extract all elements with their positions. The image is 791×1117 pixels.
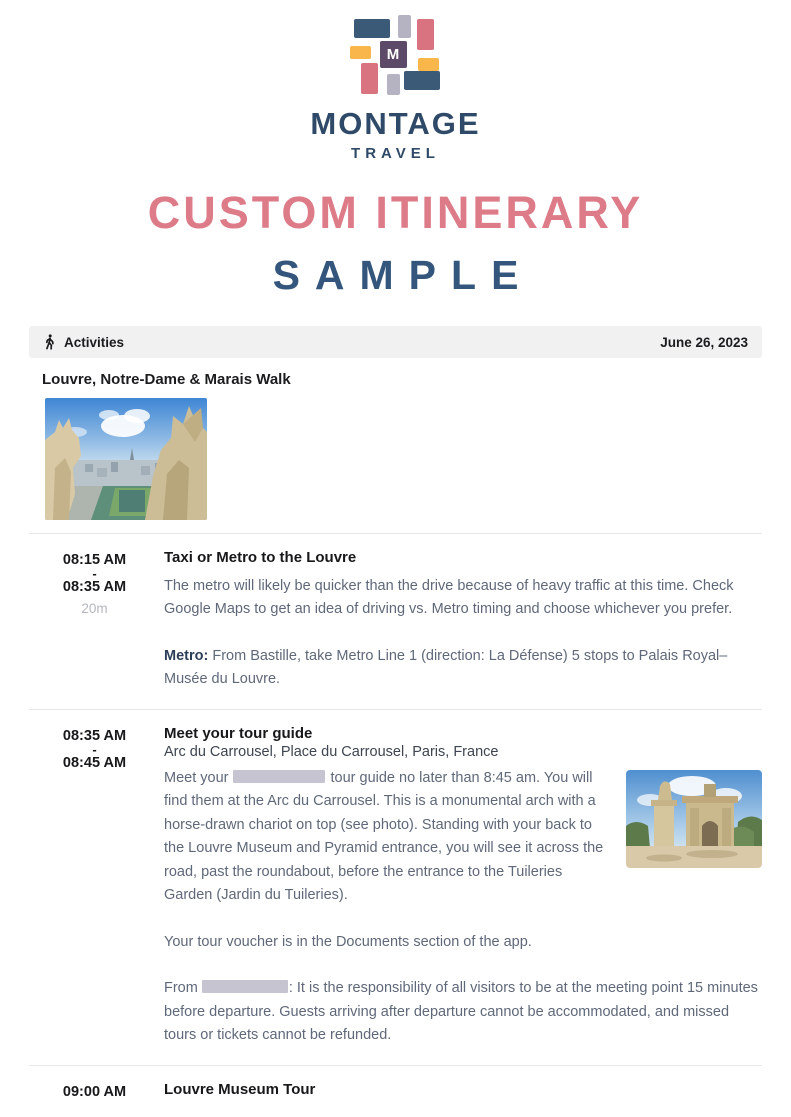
metro-label: Metro: [164, 647, 209, 664]
time-range-dash: - [92, 742, 97, 758]
notre-dame-gargoyles-photo [45, 398, 207, 520]
page-subtitle: SAMPLE [272, 252, 534, 298]
entry-location: Arc du Carrousel, Place du Carrousel, Paris, France [164, 743, 499, 760]
entry-paragraph: Your tour voucher is in the Documents section of the app. [164, 933, 532, 950]
day-title: Louvre, Notre-Dame & Marais Walk [42, 371, 291, 388]
logo-tile-pink [361, 63, 378, 94]
entry-paragraph: Meet your tour guide no later than 8:45 am. You will find them at the Arc du Carrousel. This is a monumental arch with a horse-drawn chariot on top (see photo). Standing with your back to the Louvre Museum and Pyramid entrance, you will see it across the road, past the roundabout, before the entrance to the Tuileries Garden (Jardin du Tuileries). [164, 769, 604, 904]
entry-paragraph: From : It is the responsibility of all visitors to be at the meeting point 15 minutes before departure. Guests arriving after departure cannot be accommodated, and missed tours or tickets cannot be refunded. [164, 980, 758, 1044]
montage-logo [348, 13, 444, 97]
entry-paragraph: Metro: From Bastille, take Metro Line 1 (direction: La Défense) 5 stops to Palais Royal–Musée du Louvre. [164, 647, 728, 688]
brand-header [0, 0, 791, 162]
redacted-text [202, 980, 288, 993]
start-time: 08:35 AM [62, 727, 127, 744]
brand-name: MONTAGE [310, 106, 481, 141]
entry-time-block [29, 1081, 160, 1107]
entry-time-block [29, 725, 160, 1048]
activities-label: Activities [64, 334, 125, 350]
logo-tile-pink [417, 19, 434, 50]
entry-title: Meet your tour guide [164, 724, 313, 742]
end-time: 08:45 AM [62, 755, 127, 772]
entry-paragraph: The metro will likely be quicker than the drive because of heavy traffic at this time. Check Google Maps to get an idea of driving vs. Metro timing and choose whichever you prefer. [164, 578, 734, 618]
logo-tile-lavender [398, 15, 411, 38]
logo-tile-yellow [350, 46, 371, 59]
logo-tile-lavender [387, 74, 400, 95]
activities-section-header [29, 326, 762, 358]
end-time: 08:35 AM [62, 579, 127, 596]
timeline-entry-meet-tour-guide [29, 709, 762, 1065]
logo-monogram: M [380, 41, 407, 68]
entry-time-block [29, 549, 160, 692]
walking-person-icon [43, 334, 56, 350]
activities-date: June 26, 2023 [660, 334, 748, 350]
entry-title: Louvre Museum Tour [164, 1080, 316, 1098]
entry-title: Taxi or Metro to the Louvre [164, 549, 357, 566]
brand-tagline: TRAVEL [351, 145, 440, 162]
time-range-dash: - [92, 566, 97, 582]
arc-du-carrousel-photo [626, 770, 762, 868]
logo-tile-yellow [418, 58, 439, 71]
itinerary-timeline [29, 533, 762, 1117]
logo-tile-blue [354, 19, 390, 38]
logo-tile-blue [404, 71, 440, 90]
start-time: 09:00 AM [62, 1083, 127, 1100]
timeline-entry-louvre-museum-tour [29, 1065, 762, 1117]
timeline-entry-taxi-or-metro [29, 533, 762, 709]
page-title: CUSTOM ITINERARY [147, 187, 644, 238]
duration-label: 20m [81, 600, 108, 616]
start-time: 08:15 AM [62, 552, 127, 568]
redacted-text [233, 770, 325, 783]
